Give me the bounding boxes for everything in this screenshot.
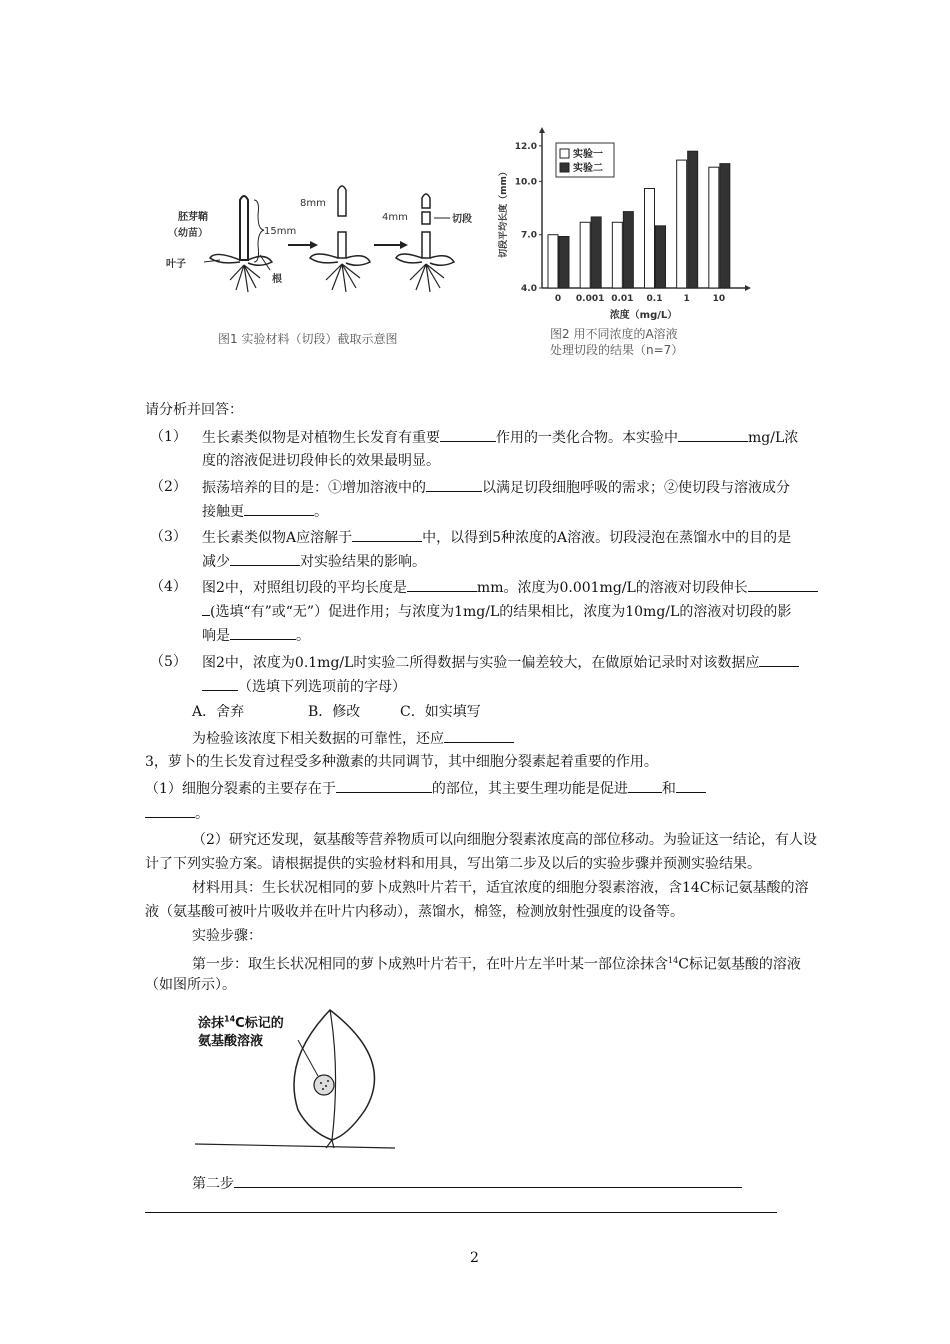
blank[interactable] xyxy=(426,477,482,492)
blank[interactable] xyxy=(202,601,210,616)
q2-line2: 接触更 。 xyxy=(202,501,328,522)
legend-label: 实验一 xyxy=(573,149,603,160)
seedling-diagram xyxy=(160,170,490,310)
label-segment: 切段 xyxy=(452,214,472,225)
step2-line: 第二步 xyxy=(192,1173,742,1194)
x-tick-label: 1 xyxy=(683,294,690,304)
figure-2-caption-line2: 处理切段的结果（n=7） xyxy=(550,343,684,357)
q5-line2: （选填下列选项前的字母） xyxy=(202,676,406,697)
bar xyxy=(623,212,633,288)
bar xyxy=(709,167,719,288)
section-3-title: 3，萝卜的生长发育过程受多种激素的共同调节，其中细胞分裂素起着重要的作用。 xyxy=(145,754,658,770)
blank[interactable] xyxy=(230,625,296,640)
blank[interactable] xyxy=(234,1173,742,1188)
leaf-figure xyxy=(190,1000,400,1155)
blank[interactable] xyxy=(336,778,432,793)
s3-p1-line2: 。 xyxy=(145,803,209,824)
blank[interactable] xyxy=(759,652,799,667)
label-leaf: 叶子 xyxy=(166,259,186,270)
blank[interactable] xyxy=(676,778,706,793)
label-4mm: 4mm xyxy=(382,212,408,223)
label-coleoptile-paren: （幼苗） xyxy=(168,228,208,239)
blank[interactable] xyxy=(352,527,422,542)
page-number: 2 xyxy=(470,1250,479,1266)
blank[interactable] xyxy=(407,577,477,592)
q4-line3: 响是 。 xyxy=(202,625,310,646)
s3-p1-line1: （1）细胞分裂素的主要存在于 的部位，其主要生理功能是促进 和 xyxy=(145,778,706,799)
q3-number: （3） xyxy=(150,529,187,545)
figure-1 xyxy=(160,170,490,370)
q5-option-b: B．修改 xyxy=(308,704,361,720)
s3-p2-line1: （2）研究还发现，氨基酸等营养物质可以向细胞分裂素浓度高的部位移动。为验证这一结论，有人设 xyxy=(192,832,817,848)
q4-line2: (选填“有”或“无”）促进作用；与浓度为1mg/L的结果相比，浓度为10mg/L的溶液对切段的影 xyxy=(202,601,791,622)
blank[interactable] xyxy=(145,803,195,818)
y-axis-label: 切段平均长度（mm） xyxy=(499,167,509,258)
materials-line1: 材料用具：生长状况相同的萝卜成熟叶片若干，适宜浓度的细胞分裂素溶液，含14C标记氨基酸的溶 xyxy=(192,880,809,896)
q1-line1: 生长素类似物是对植物生长发育有重要 作用的一类化合物。本实验中 mg/L浓 xyxy=(202,427,798,448)
figure-1-caption: 图1 实验材料（切段）截取示意图 xyxy=(218,332,398,346)
q4-number: （4） xyxy=(150,579,187,595)
figure-2 xyxy=(490,125,770,365)
blank[interactable] xyxy=(444,728,514,743)
bar xyxy=(559,236,569,288)
label-coleoptile: 胚芽鞘 xyxy=(178,212,208,223)
blank[interactable] xyxy=(202,676,238,691)
y-tick-label: 7.0 xyxy=(521,230,537,241)
bar xyxy=(548,235,558,288)
q5-option-c: C．如实填写 xyxy=(400,704,481,720)
materials-line2: 液（氨基酸可被叶片吸收并在叶片内移动），蒸馏水，棉签，检测放射性强度的设备等。 xyxy=(145,904,684,920)
q1-number: （1） xyxy=(150,429,187,445)
s3-p2-line2: 计了下列实验方案。请根据提供的实验材料和用具，写出第二步及以后的实验步骤并预测实验结果。 xyxy=(145,856,761,872)
bar xyxy=(580,222,590,288)
blank[interactable] xyxy=(678,427,748,442)
x-axis-arrow xyxy=(745,285,751,291)
steps-heading: 实验步骤： xyxy=(192,928,262,944)
q3-line1: 生长素类似物A应溶解于 中，以得到5种浓度的A溶液。切段浸泡在蒸馏水中的目的是 xyxy=(202,527,791,548)
figure-2-caption-line1: 图2 用不同浓度的A溶液 xyxy=(550,327,678,341)
bar xyxy=(677,160,687,288)
y-axis-arrow xyxy=(539,127,545,133)
q3-line2: 减少 对实验结果的影响。 xyxy=(202,551,426,572)
bar xyxy=(612,222,622,288)
blank[interactable] xyxy=(244,501,314,516)
bar-chart xyxy=(490,125,770,325)
q5-number: （5） xyxy=(150,654,187,670)
blank[interactable] xyxy=(230,551,300,566)
label-root: 根 xyxy=(272,274,282,285)
y-tick-label: 4.0 xyxy=(521,284,537,294)
label-8mm: 8mm xyxy=(300,198,326,209)
x-tick-label: 0.001 xyxy=(575,294,605,304)
bar xyxy=(591,217,601,288)
q2-number: （2） xyxy=(150,479,187,495)
blank[interactable] xyxy=(748,577,818,592)
q1-line2: 度的溶液促进切段伸长的效果最明显。 xyxy=(202,453,440,469)
q2-line1: 振荡培养的目的是：①增加溶液中的 以满足切段细胞呼吸的需求；②使切段与溶液成分 xyxy=(202,477,790,498)
x-tick-label: 0.1 xyxy=(646,294,663,304)
step1-line2: （如图所示）。 xyxy=(145,977,236,993)
step1-line1: 第一步：取生长状况相同的萝卜成熟叶片若干，在叶片左半叶某一部位涂抹含$^{14}$C标记氨基酸的溶液 xyxy=(192,956,801,973)
blank[interactable] xyxy=(628,778,662,793)
x-tick-label: 0 xyxy=(554,294,562,304)
legend-swatch xyxy=(560,163,569,172)
label-15mm: 15mm xyxy=(264,226,297,237)
intro: 请分析并回答： xyxy=(145,402,243,418)
q4-line1: 图2中，对照组切段的平均长度是 mm。浓度为0.001mg/L的溶液对切段伸长 xyxy=(202,577,818,598)
x-tick-label: 10 xyxy=(712,294,726,304)
bar xyxy=(656,226,666,288)
leaf-label-line1: 涂抹$^{14}$C标记的 xyxy=(198,1014,284,1031)
legend-swatch xyxy=(560,149,569,158)
x-tick-label: 0.01 xyxy=(611,294,634,304)
x-axis-label: 浓度（mg/L） xyxy=(609,310,678,321)
q5-line3: 为检验该浓度下相关数据的可靠性，还应 xyxy=(192,728,514,749)
legend-label: 实验二 xyxy=(573,163,603,174)
q5-option-a: A．舍弃 xyxy=(192,704,245,720)
leaf-label-line2: 氨基酸溶液 xyxy=(198,1034,264,1049)
q5-line1: 图2中，浓度为0.1mg/L时实验二所得数据与实验一偏差较大，在做原始记录时对该数据应 xyxy=(202,652,799,673)
bar xyxy=(688,151,698,288)
answer-line[interactable] xyxy=(145,1212,777,1213)
y-tick-label: 12.0 xyxy=(514,141,537,152)
y-tick-label: 10.0 xyxy=(514,177,537,188)
bar xyxy=(645,189,655,288)
bar xyxy=(720,164,730,288)
blank[interactable] xyxy=(440,427,496,442)
